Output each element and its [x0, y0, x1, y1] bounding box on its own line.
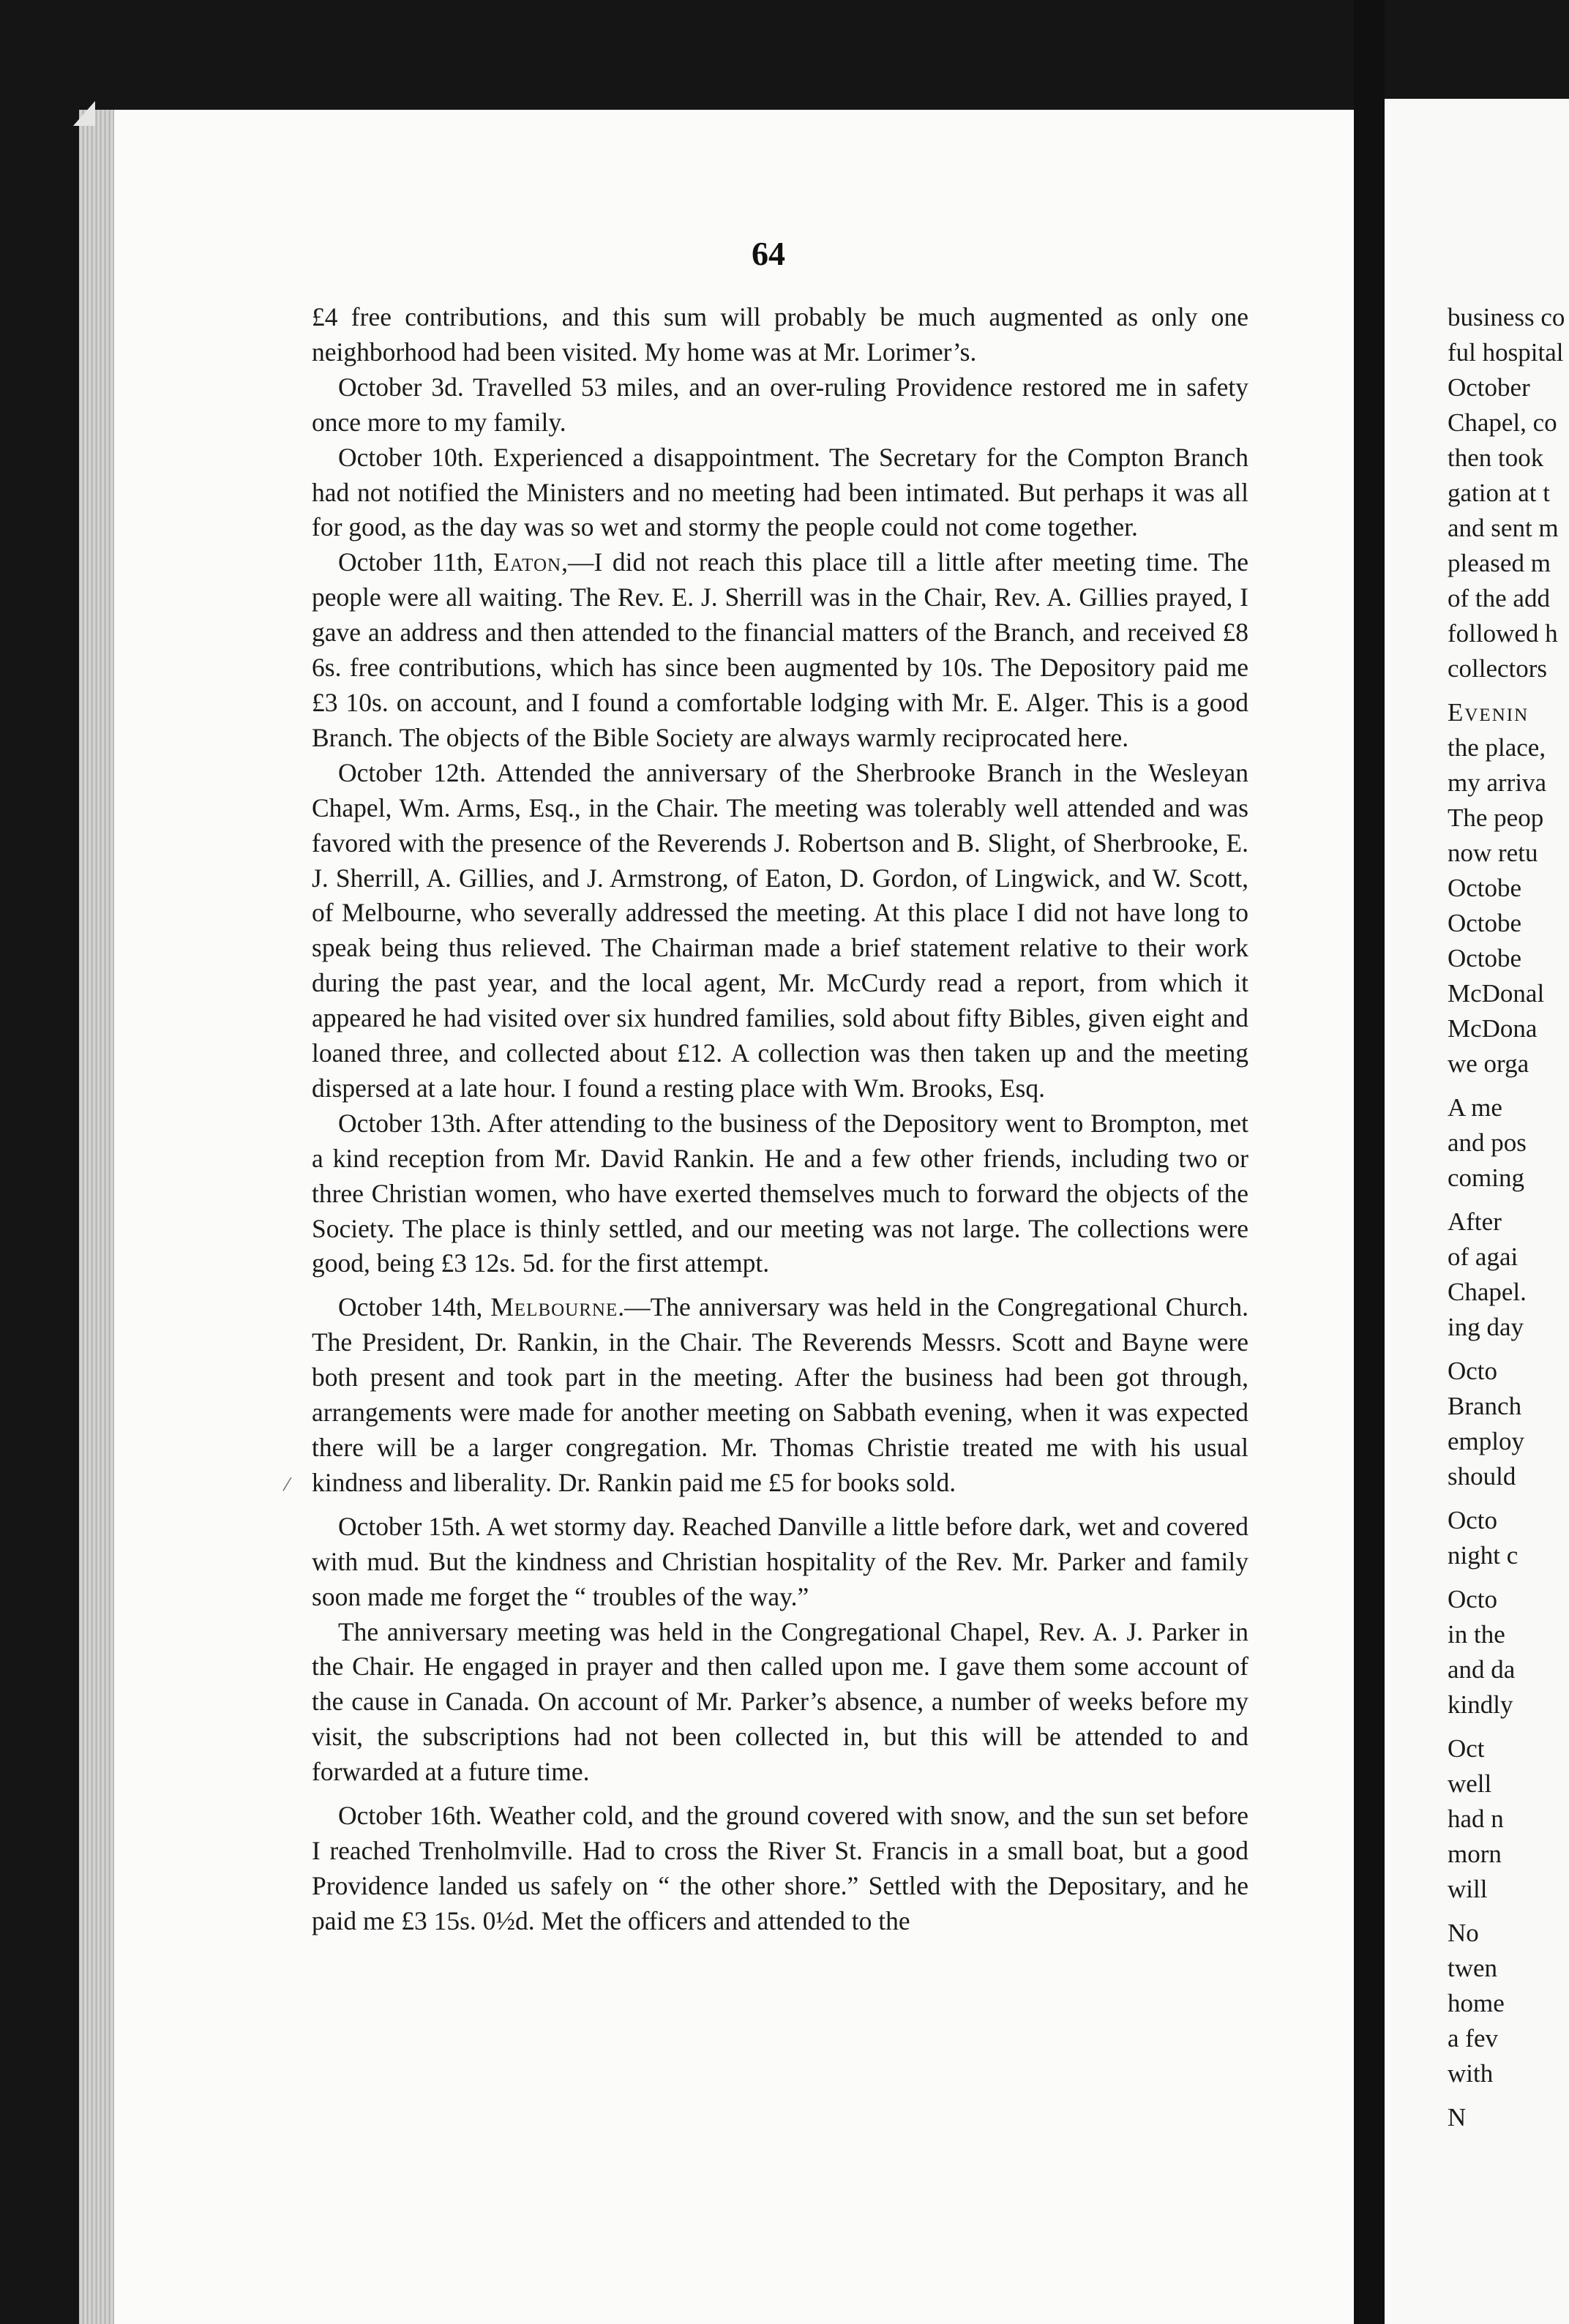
- right-page-line: Octobe: [1448, 944, 1522, 972]
- right-page-line: the place,: [1448, 733, 1546, 762]
- right-page-text-fragments: [1448, 300, 1569, 2135]
- entry-text: ,—I did not reach this place till a little after meeting time. The people were all waiting. The Rev. E. J. Sherrill was in the Chair, Rev. A. Gillies prayed, I gave an address and then attended to the financial matters of the Branch, and received £8 6s. free contributions, which has since been augmented by 10s. The Depository paid me £3 10s. on account, and I found a comfortable lodging with Mr. E. Alger. This is a good Branch. The objects of the Bible Society are always warmly reciprocated here.: [312, 547, 1248, 752]
- right-page-line: McDona: [1448, 1014, 1538, 1043]
- right-page-line: well: [1448, 1769, 1492, 1798]
- paragraph: [312, 1290, 1248, 1500]
- right-page-line: October: [1448, 373, 1530, 402]
- paragraph: October 16th. Weather cold, and the ground covered with snow, and the sun set before I reached Trenholmville. Had to cross the River St. Francis in a small boat, but a good Providence landed us safely on “ the other shore.” Settled with the Depositary, and he paid me £3 15s. 0½d. Met the officers and attended to the: [312, 1801, 1248, 1935]
- page-corner-fold: [73, 101, 95, 126]
- paragraph: October 13th. After attending to the business of the Depository went to Brompton, met a kind reception from Mr. David Rankin. He and a few other friends, including two or three Christian women, who have exerted themselves much to forward the objects of the Society. The place is thinly settled, and our meeting was not large. The collections were good, being £3 12s. 5d. for the first attempt.: [312, 1108, 1248, 1278]
- right-page-line: kindly: [1448, 1690, 1513, 1719]
- right-page-line: then took: [1448, 443, 1544, 472]
- right-page-line: Octobe: [1448, 874, 1522, 902]
- paragraph: The anniversary meeting was held in the Congregational Chapel, Rev. A. J. Parker in the Chair. He engaged in prayer and then called upon me. I gave them some account of the cause in Canada. On account of Mr. Parker’s absence, a number of weeks before my visit, the subscriptions had not been collected in, but this will be attended to and forwarded at a future time.: [312, 1616, 1248, 1787]
- right-page-line: Evenin: [1448, 698, 1529, 727]
- right-page-line: No: [1448, 1919, 1479, 1947]
- right-page-line: N: [1448, 2103, 1467, 2132]
- right-page-line: in the: [1448, 1620, 1505, 1649]
- right-page-line: will: [1448, 1875, 1488, 1903]
- right-page-line: home: [1448, 1989, 1505, 2017]
- right-page-line: business co: [1448, 303, 1565, 331]
- right-page-line: Octo: [1448, 1357, 1498, 1385]
- right-page-line: A me: [1448, 1093, 1502, 1122]
- right-page-line: and pos: [1448, 1128, 1527, 1157]
- right-page-line: and da: [1448, 1655, 1516, 1684]
- place-name: Eaton: [493, 547, 562, 577]
- right-page-line: The peop: [1448, 803, 1544, 832]
- entry-text: .—The anniversary was held in the Congregational Church. The President, Dr. Rankin, in the Chair. The Reverends Messrs. Scott and Bayne were both present and took part in the meeting. After the business had been got through, arrangements were made for another meeting on Sabbath evening, when it was expected there will be a larger congregation. Mr. Thomas Christie treated me with his usual kindness and liberality. Dr. Rankin paid me £5 for books sold.: [312, 1292, 1248, 1497]
- right-page-line: ing day: [1448, 1313, 1524, 1341]
- right-page-line: twen: [1448, 1954, 1498, 1982]
- right-page-line: Octo: [1448, 1506, 1498, 1534]
- paragraph: October 3d. Travelled 53 miles, and an over-ruling Providence restored me in safety once more to my family.: [312, 372, 1248, 437]
- paragraph: October 15th. A wet stormy day. Reached Danville a little before dark, wet and covered with mud. But the kindness and Christian hospitality of the Rev. Mr. Parker and family soon made me forget the “ troubles of the way.”: [312, 1511, 1248, 1611]
- right-page-line: should: [1448, 1462, 1516, 1491]
- right-page-line: pleased m: [1448, 549, 1551, 577]
- right-page-line: coming: [1448, 1163, 1524, 1192]
- margin-pencil-mark: /: [281, 1472, 293, 1497]
- right-page-line: and sent m: [1448, 514, 1559, 542]
- right-page-line: morn: [1448, 1840, 1502, 1868]
- entry-date: October 11th,: [338, 547, 494, 577]
- right-page-line: with: [1448, 2059, 1494, 2088]
- paragraph: £4 free contributions, and this sum will probably be much augmented as only one neighborhood had been visited. My home was at Mr. Lorimer’s.: [312, 302, 1248, 367]
- place-name: Melbourne: [490, 1292, 618, 1322]
- right-page-line: a fev: [1448, 2024, 1498, 2053]
- right-page-line: we orga: [1448, 1049, 1529, 1078]
- right-page-line: Octo: [1448, 1585, 1498, 1613]
- right-page-line: Chapel.: [1448, 1278, 1527, 1306]
- right-page-line: of the add: [1448, 584, 1550, 612]
- right-page-line: Chapel, co: [1448, 408, 1557, 437]
- left-page-text: [312, 300, 1248, 1939]
- page-edges: [79, 110, 114, 2324]
- right-page-line: followed h: [1448, 619, 1558, 648]
- right-page-line: night c: [1448, 1541, 1519, 1570]
- right-page-line: my arriva: [1448, 768, 1547, 797]
- paragraph: October 12th. Attended the anniversary of the Sherbrooke Branch in the Wesleyan Chapel, Wm. Arms, Esq., in the Chair. The meeting was tolerably well attended and was favored with the presence of the Reverends J. Robertson and B. Slight, of Sherbrooke, E. J. Sherrill, A. Gillies, and J. Armstrong, of Eaton, D. Gordon, of Lingwick, and W. Scott, of Melbourne, who severally addressed the meeting. At this place I did not have long to speak being thus relieved. The Chairman made a brief statement relative to their work during the past year, and the local agent, Mr. McCurdy read a report, from which it appeared he had visited over six hundred families, sold about fifty Bibles, given eight and loaned three, and collected about £12. A collection was then taken up and the meeting dispersed at a late hour. I found a resting place with Wm. Brooks, Esq.: [312, 757, 1248, 1103]
- entry-date: October 14th,: [338, 1292, 491, 1322]
- right-page-line: had n: [1448, 1804, 1504, 1833]
- right-page-line: Oct: [1448, 1734, 1485, 1763]
- right-page-line: McDonal: [1448, 979, 1545, 1008]
- right-page-line: Branch: [1448, 1392, 1522, 1420]
- right-page-line: Octobe: [1448, 909, 1522, 937]
- paragraph: October 10th. Experienced a disappointment. The Secretary for the Compton Branch had not notified the Ministers and no meeting had been intimated. But perhaps it was all for good, as the day was so wet and stormy the people could not come together.: [312, 442, 1248, 542]
- right-page-line: of agai: [1448, 1242, 1519, 1271]
- book-gutter: [1354, 0, 1385, 2324]
- right-page-line: After: [1448, 1207, 1502, 1236]
- page-number: 64: [752, 235, 785, 272]
- right-page-line: ful hospital: [1448, 338, 1564, 367]
- paragraph: [312, 545, 1248, 755]
- right-page-line: employ: [1448, 1427, 1524, 1455]
- right-page-line: gation at t: [1448, 479, 1550, 507]
- right-page-line: collectors: [1448, 654, 1548, 683]
- right-page-line: now retu: [1448, 839, 1538, 867]
